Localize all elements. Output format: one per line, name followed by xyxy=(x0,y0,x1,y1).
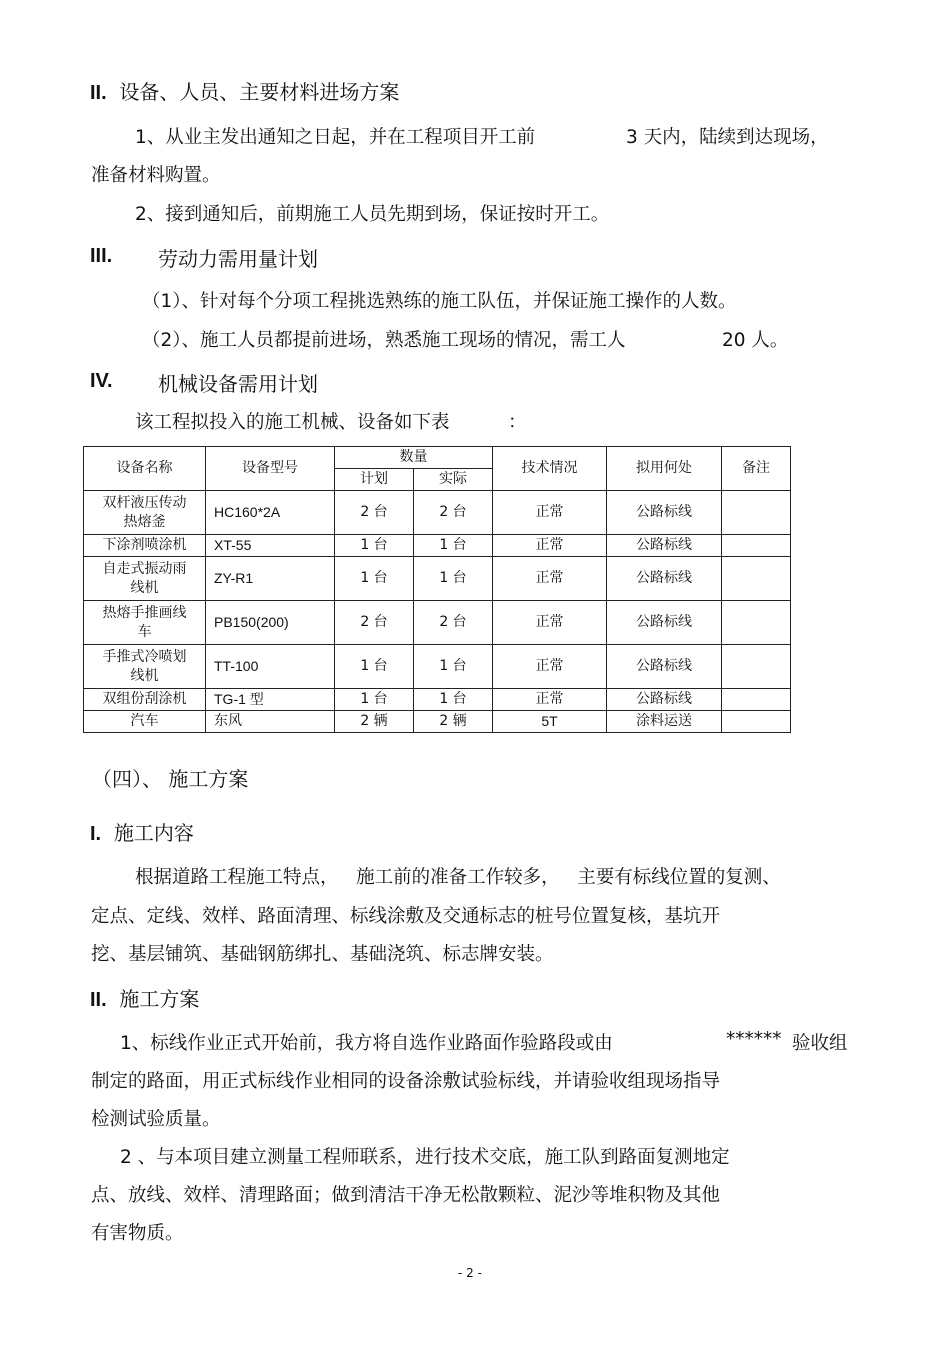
cell-plan: 1 台 xyxy=(335,535,414,557)
cell-name: 自走式振动雨 线机 xyxy=(84,557,206,601)
section-title: 施工内容 xyxy=(113,821,194,845)
table-intro-colon: ： xyxy=(508,412,527,433)
paragraph-ii-1a: 1、从业主发出通知之日起，并在工程项目开工前 xyxy=(135,127,536,148)
paragraph-ii2-2-line3: 有害物质。 xyxy=(91,1223,184,1244)
table-row xyxy=(84,645,791,689)
cell-actual: 1 台 xyxy=(414,645,493,689)
cell-tech: 正常 xyxy=(493,557,607,601)
table-row xyxy=(84,689,791,711)
cell-plan: 1 台 xyxy=(335,645,414,689)
cell-use: 公路标线 xyxy=(607,645,722,689)
cell-name: 汽车 xyxy=(84,711,206,733)
cell-use: 涂料运送 xyxy=(607,711,722,733)
cell-model: ZY-R1 xyxy=(206,557,335,601)
section-heading-4: （四）、 施工方案 xyxy=(92,767,249,791)
paragraph-ii2-2-line2: 点、放线、效样、清理路面；做到清洁干净无松散颗粒、泥沙等堆积物及其他 xyxy=(91,1185,721,1206)
cell-model: PB150(200) xyxy=(206,601,335,645)
paragraph-i-line3: 挖、基层铺筑、基础钢筋绑扎、基础浇筑、标志牌安装。 xyxy=(91,944,554,965)
section-heading-ii xyxy=(90,76,399,105)
cell-use: 公路标线 xyxy=(607,491,722,535)
section-heading-i xyxy=(90,817,194,846)
section-heading-iii xyxy=(90,243,112,268)
cell-tech: 正常 xyxy=(493,689,607,711)
cell-plan: 2 辆 xyxy=(335,711,414,733)
section-number: I. xyxy=(90,823,102,845)
section-number: II. xyxy=(90,82,107,104)
paragraph-ii-1b: 3 天内，陆续到达现场， xyxy=(626,127,829,148)
cell-use: 公路标线 xyxy=(607,601,722,645)
paragraph-iii-2a: （2）、施工人员都提前进场，熟悉施工现场的情况，需工人 xyxy=(142,330,626,351)
paragraph-i-line2: 定点、定线、效样、路面清理、标线涂敷及交通标志的桩号位置复核，基坑开 xyxy=(91,906,721,927)
header-name: 设备名称 xyxy=(84,447,206,491)
cell-note xyxy=(722,645,791,689)
cell-note xyxy=(722,689,791,711)
cell-tech: 正常 xyxy=(493,491,607,535)
cell-tech: 正常 xyxy=(493,535,607,557)
cell-name: 双组份刮涂机 xyxy=(84,689,206,711)
header-actual: 实际 xyxy=(414,469,493,491)
header-model: 设备型号 xyxy=(206,447,335,491)
header-tech: 技术情况 xyxy=(493,447,607,491)
cell-model: HC160*2A xyxy=(206,491,335,535)
cell-actual: 2 台 xyxy=(414,491,493,535)
table-row xyxy=(84,711,791,733)
paragraph-ii2-2-line1: 2 、与本项目建立测量工程师联系，进行技术交底，施工队到路面复测地定 xyxy=(120,1147,730,1168)
section-number: IV. xyxy=(90,370,113,392)
cell-use: 公路标线 xyxy=(607,557,722,601)
header-note: 备注 xyxy=(722,447,791,491)
section-title: 施工方案 xyxy=(119,987,200,1011)
cell-actual: 1 台 xyxy=(414,535,493,557)
section-heading-iv xyxy=(90,368,113,393)
table-row xyxy=(84,601,791,645)
paragraph-ii-2: 2、接到通知后，前期施工人员先期到场，保证按时开工。 xyxy=(135,204,610,225)
paragraph-iii-1: （1）、针对每个分项工程挑选熟练的施工队伍，并保证施工操作的人数。 xyxy=(142,291,737,312)
cell-plan: 2 台 xyxy=(335,601,414,645)
equipment-table xyxy=(83,446,791,733)
cell-note xyxy=(722,491,791,535)
cell-plan: 1 台 xyxy=(335,557,414,601)
paragraph-i-line1: 根据道路工程施工特点， 施工前的准备工作较多， 主要有标线位置的复测、 xyxy=(135,867,781,888)
section-number: III. xyxy=(90,245,113,267)
section-heading-ii-2 xyxy=(90,983,199,1012)
paragraph-ii2-1-line3: 检测试验质量。 xyxy=(91,1109,221,1130)
cell-tech: 正常 xyxy=(493,645,607,689)
cell-use: 公路标线 xyxy=(607,535,722,557)
cell-plan: 1 台 xyxy=(335,689,414,711)
section-title-iii: 劳动力需用量计划 xyxy=(158,247,318,271)
cell-note xyxy=(722,711,791,733)
header-plan: 计划 xyxy=(335,469,414,491)
cell-model: TT-100 xyxy=(206,645,335,689)
paragraph-ii2-1-line2: 制定的路面，用正式标线作业相同的设备涂敷试验标线，并请验收组现场指导 xyxy=(91,1071,721,1092)
table-row xyxy=(84,491,791,535)
cell-actual: 1 台 xyxy=(414,689,493,711)
cell-actual: 2 辆 xyxy=(414,711,493,733)
cell-model: TG-1 型 xyxy=(206,689,335,711)
table-row xyxy=(84,557,791,601)
cell-name: 下涂剂喷涂机 xyxy=(84,535,206,557)
cell-actual: 2 台 xyxy=(414,601,493,645)
cell-note xyxy=(722,557,791,601)
header-qty: 数量 xyxy=(335,447,493,469)
header-use: 拟用何处 xyxy=(607,447,722,491)
cell-use: 公路标线 xyxy=(607,689,722,711)
section-title-iv: 机械设备需用计划 xyxy=(158,372,318,396)
cell-tech: 5T xyxy=(493,711,607,733)
paragraph-ii2-1c: 验收组 xyxy=(792,1033,848,1054)
section-number: II. xyxy=(90,989,107,1011)
cell-name: 双杆液压传动 热熔釜 xyxy=(84,491,206,535)
table-row xyxy=(84,535,791,557)
cell-actual: 1 台 xyxy=(414,557,493,601)
cell-model: XT-55 xyxy=(206,535,335,557)
cell-note xyxy=(722,601,791,645)
paragraph-ii2-1b: ****** xyxy=(726,1029,782,1050)
cell-note xyxy=(722,535,791,557)
table-intro: 该工程拟投入的施工机械、设备如下表 xyxy=(135,412,450,433)
cell-plan: 2 台 xyxy=(335,491,414,535)
paragraph-ii-1c: 准备材料购置。 xyxy=(91,165,221,186)
cell-tech: 正常 xyxy=(493,601,607,645)
cell-name: 热熔手推画线 车 xyxy=(84,601,206,645)
paragraph-ii2-1a: 1、标线作业正式开始前，我方将自选作业路面作验路段或由 xyxy=(120,1033,613,1054)
page-number: - 2 - xyxy=(458,1266,482,1280)
cell-name: 手推式冷喷划 线机 xyxy=(84,645,206,689)
section-title: 设备、人员、主要材料进场方案 xyxy=(119,80,400,104)
cell-model: 东风 xyxy=(206,711,335,733)
paragraph-iii-2b: 20 人。 xyxy=(722,330,789,351)
